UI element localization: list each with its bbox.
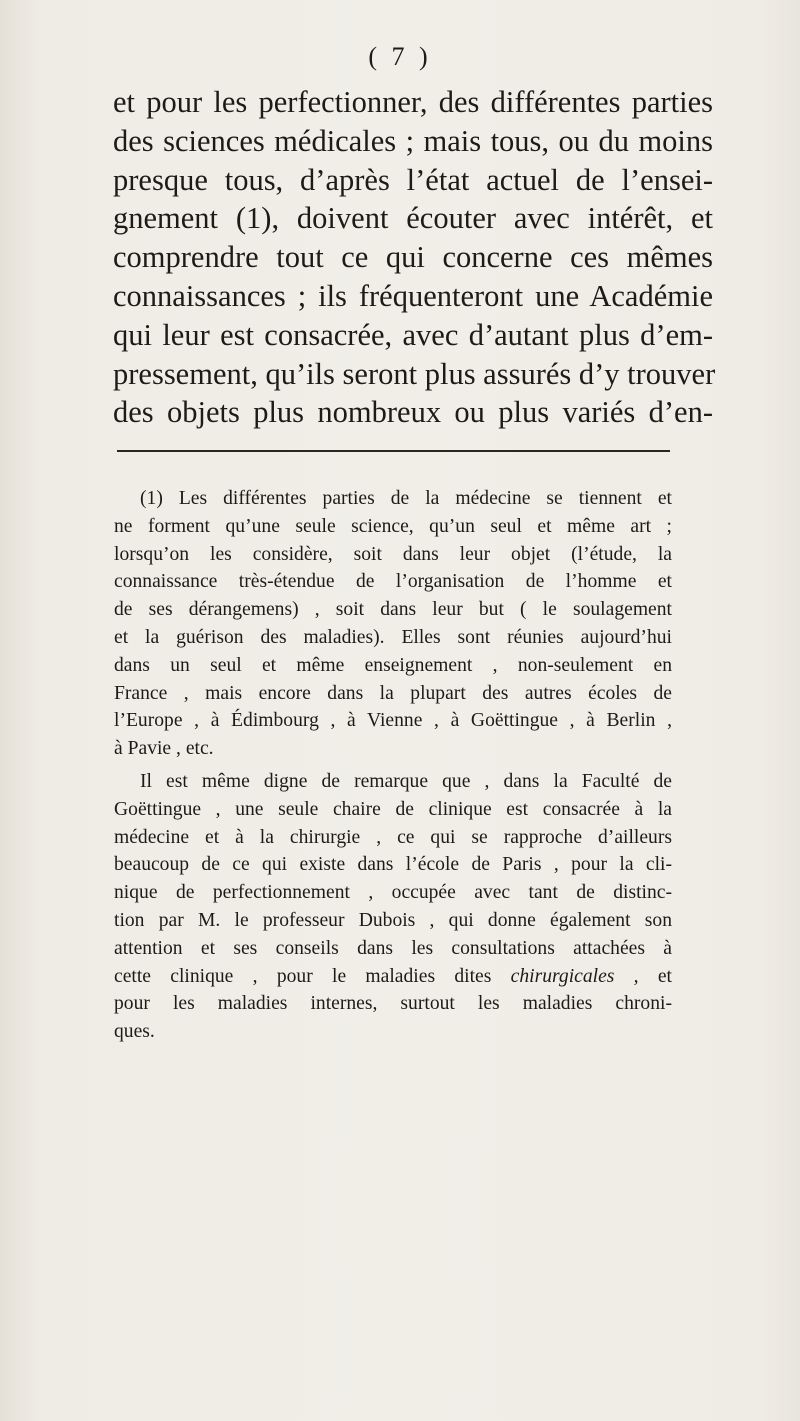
footnote-line: France , mais encore dans la plupart des autres écoles de [114,682,672,704]
footnote-line: médecine et à la chirurgie , ce qui se rapproche d’ailleurs [114,826,672,848]
footnote-line: (1) Les différentes parties de la médecine se tiennent et [140,488,672,509]
footnote-line: attention et ses conseils dans les consultations attachées à [114,937,672,959]
footnote-text: et [657,965,672,987]
footnote-line-mixed [114,963,672,991]
main-line: des sciences médicales ; mais tous, ou du moins [113,123,713,158]
footnote-line: pour les maladies internes, surtout les maladies chroni- [114,993,672,1015]
main-line: des objets plus nombreux ou plus variés d’en- [113,395,713,430]
footnote-line: Goëttingue , une seule chaire de clinique est consacrée à la [114,798,672,820]
main-line: presque tous, d’après l’état actuel de l’ensei- [113,162,713,197]
footnote-line: dans un seul et même enseignement , non-seulement en [114,654,672,676]
footnote-line: l’Europe , à Édimbourg , à Vienne , à Goëttingue , à Berlin , [114,710,672,732]
footnote-line: tion par M. le professeur Dubois , qui donne également son [114,909,672,931]
main-line: gnement (1), doivent écouter avec intérêt, et [113,201,713,236]
main-line: pressement, qu’ils seront plus assurés d’y trouver [113,356,716,391]
footnote-line: beaucoup de ce qui existe dans l’école de Paris , pour la cli- [114,854,672,876]
main-text-block [113,83,716,432]
footnote-line: et la guérison des maladies). Elles sont réunies aujourd’hui [114,626,672,648]
footnote-line: connaissance très-étendue de l’organisation de l’homme et [114,571,672,593]
footnote-block [114,485,672,1046]
footnote-line: à Pavie , etc. [114,738,214,760]
main-line: qui leur est consacrée, avec d’autant plus d’em- [113,317,713,352]
footnote-line: ques. [114,1021,155,1043]
footnote-line: Il est même digne de remarque que , dans la Faculté de [140,770,672,792]
footnote-line: nique de perfectionnement , occupée avec tant de distinc- [114,882,672,904]
footnote-italic-term: chirurgicales , [510,965,639,987]
main-line: comprendre tout ce qui concerne ces mêmes [113,240,713,275]
footnote-separator [117,450,670,452]
footnote-line: lorsqu’on les considère, soit dans leur objet (l’étude, la [114,543,672,565]
footnote-paragraph-2 [114,768,672,1046]
footnote-paragraph-1 [114,485,672,763]
main-line: connaissances ; ils fréquenteront une Académie [113,278,713,313]
footnote-line: ne forment qu’une seule science, qu’un seul et même art ; [114,515,672,537]
footnote-line: de ses dérangemens) , soit dans leur but ( le soulagement [114,599,672,621]
main-line: et pour les perfectionner, des différentes parties [113,85,713,119]
footnote-text: cette clinique , pour le maladies dites [114,965,492,987]
page-number: ( 7 ) [368,42,432,71]
